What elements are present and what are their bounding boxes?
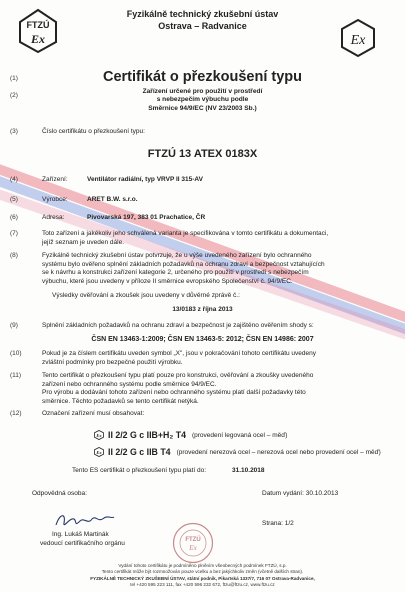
item-number-8: (8) — [10, 252, 18, 259]
paragraph-7-line-2: jejíž seznam je uveden dále. — [42, 238, 125, 246]
paragraph-10 — [42, 350, 392, 367]
item-number-5: (5) — [10, 196, 18, 203]
subtitle-line-3: Směrnice 94/9/EC (NV 23/2003 Sb.) — [148, 104, 257, 112]
svg-text:Ex: Ex — [350, 33, 366, 48]
address-value: Pivovarská 197, 383 01 Prachatice, ČR — [87, 214, 206, 221]
certificate-subtitle — [110, 88, 295, 113]
footer-line-4: tel +420 595 223 111, fax +420 596 232 672, ftzu@ftzu.cz, www.ftzu.cz — [130, 581, 275, 587]
results-report-label: Výsledky ověřování a zkoušek jsou uvedeny v důvěrné zprávě č.: — [52, 292, 240, 299]
item-number-4: (4) — [10, 176, 18, 183]
paragraph-12: Označení zařízení musí obsahovat: — [42, 410, 145, 417]
svg-text:Ex: Ex — [30, 32, 46, 46]
marking-1-spec: (provedení legovaná ocel – měď) — [191, 431, 288, 439]
validity-label: Tento ES certifikát o přezkoušení typu platí do: — [72, 467, 207, 474]
marking-row-2 — [94, 447, 381, 457]
person-name: Ing. Lukáš Martinák — [52, 531, 109, 538]
validity-date: 31.10.2018 — [232, 467, 265, 474]
cert-number-label: Číslo certifikátu o přezkoušení typu: — [42, 128, 145, 135]
institute-name — [70, 8, 335, 32]
svg-text:FTZÚ: FTZÚ — [26, 20, 50, 30]
certificate-title: Certifikát o přezkoušení typu — [102, 69, 302, 85]
ex-hexagon-icon — [94, 447, 104, 457]
item-number-12: (12) — [10, 410, 22, 417]
paragraph-11-line-1: Tento certifikát o přezkoušení typu platí pouze pro konstrukci, ověřování a zkoušky uvedeného — [42, 372, 314, 379]
issue-date: Datum vydání: 30.10.2013 — [262, 490, 339, 497]
ex-hexagon-icon — [94, 430, 104, 440]
svg-text:Ex: Ex — [189, 544, 197, 552]
paragraph-11-line-4: směrnice. Těchto požadavků se tento certifikát netýká. — [42, 397, 199, 405]
subtitle-line-2: s nebezpečím výbuchu podle — [156, 96, 249, 104]
paragraph-9: Splnění základních požadavků na ochranu zdraví a bezpečnost je zajištěno ověřením shody s: — [42, 322, 314, 329]
svg-text:Ex: Ex — [96, 433, 102, 438]
responsible-person-label: Odpovědná osoba: — [32, 490, 87, 497]
signature-icon — [52, 509, 116, 531]
item-number-11: (11) — [10, 372, 22, 379]
footer-conditions — [0, 563, 405, 575]
address-label: Adresa: — [42, 214, 65, 221]
cert-number: FTZÚ 13 ATEX 0183X — [147, 148, 258, 160]
institute-line-1: Fyzikálně technický zkušební ústav — [126, 9, 279, 19]
marking-row-1 — [94, 430, 287, 440]
paragraph-11-line-3: Pro výrobu a dodávání tohoto zařízení nebo ochranného systému platí další požadavky této — [42, 389, 306, 397]
marking-2-code: II 2/2 G c IIB T4 — [108, 447, 171, 457]
person-role: vedoucí certifikačního orgánu — [40, 540, 125, 547]
institute-line-2: Ostrava – Radvanice — [158, 21, 247, 31]
footer-line-3: FYZIKÁLNĚ TECHNICKÝ ZKUŠEBNÍ ÚSTAV, státní podnik, Pikartská 1337/7, 716 07 Ostrava-Radvanice, — [90, 576, 315, 581]
manufacturer-value: ARET B.W. s.r.o. — [87, 196, 138, 203]
item-number-7: (7) — [10, 230, 18, 237]
footer-address — [0, 576, 405, 588]
item-number-6: (6) — [10, 214, 18, 221]
paragraph-7-line-1: Toto zařízení a jakékoliv jeho schválená varianta je specifikována v tomto certifikátu a dokumentaci, — [42, 230, 329, 237]
paragraph-8 — [42, 252, 392, 286]
paragraph-11-line-2: zařízení nebo ochranného systému podle směrnice 94/9/EC. — [42, 380, 217, 388]
page-indicator: Strana: 1/2 — [262, 520, 294, 527]
paragraph-7 — [42, 230, 392, 247]
manufacturer-label: Výrobce: — [42, 196, 68, 203]
ftzu-logo-icon — [18, 8, 58, 54]
official-stamp-icon — [172, 522, 214, 564]
paragraph-11 — [42, 372, 392, 406]
marking-1-code: II 2/2 G c IIB+H₂ T4 — [108, 430, 186, 440]
item-number-9: (9) — [10, 322, 18, 329]
standards-list: ČSN EN 13463-1:2009; ČSN EN 13463-5: 2012; ČSN EN 14986: 2007 — [91, 336, 314, 343]
paragraph-8-line-1: Fyzikálně technický zkušební ústav potvrzuje, že u výše uvedeného zařízení bylo ochranného — [42, 252, 312, 259]
subtitle-line-1: Zařízení určené pro použití v prostředí — [142, 88, 263, 95]
paragraph-8-line-4: výbuchu, které jsou uvedeny v příloze II směrnice evropského Společenství č. 94/9/EC. — [42, 277, 293, 285]
svg-text:FTZÚ: FTZÚ — [185, 537, 201, 543]
item-number-2: (2) — [10, 92, 18, 99]
footer-line-2: Tento certifikát může být rozmnožován pouze vcelku a bez jakýchkoliv změn (včetně dalších stran). — [101, 568, 304, 574]
ex-hexagon-icon — [340, 18, 376, 58]
item-number-1: (1) — [10, 75, 18, 82]
item-number-3: (3) — [10, 128, 18, 135]
paragraph-8-line-3: se k návrhu a konstrukci zařízení kategorie 2, určeného pro použití v prostředí s nebezpečím — [42, 269, 309, 277]
equipment-label: Zařízení: — [42, 176, 68, 183]
item-number-10: (10) — [10, 350, 22, 357]
footer-line-1: Vydání tohoto certifikátu je podmíněno plněním všeobecných podmínek FTZÚ, s.p. — [118, 563, 287, 568]
marking-2-spec: (provedení nerezová ocel – nerezová ocel nebo provedení ocel – měď) — [176, 448, 381, 456]
paragraph-8-line-2: systému bylo ověřeno splnění základních požadavků na ochranu zdraví a bezpečnost vztahujících — [42, 260, 325, 268]
svg-text:Ex: Ex — [96, 450, 102, 455]
report-number: 13/0183 z října 2013 — [172, 306, 233, 313]
equipment-value: Ventilátor radiální, typ VRVP II 315-AV — [87, 176, 203, 183]
paragraph-10-line-1: Pokud je za číslem certifikátu uveden symbol „X", jsou v pokračování tohoto certifikátu uvedeny — [42, 350, 316, 357]
paragraph-10-line-2: zvláštní podmínky pro bezpečné použití výrobku. — [42, 358, 183, 366]
